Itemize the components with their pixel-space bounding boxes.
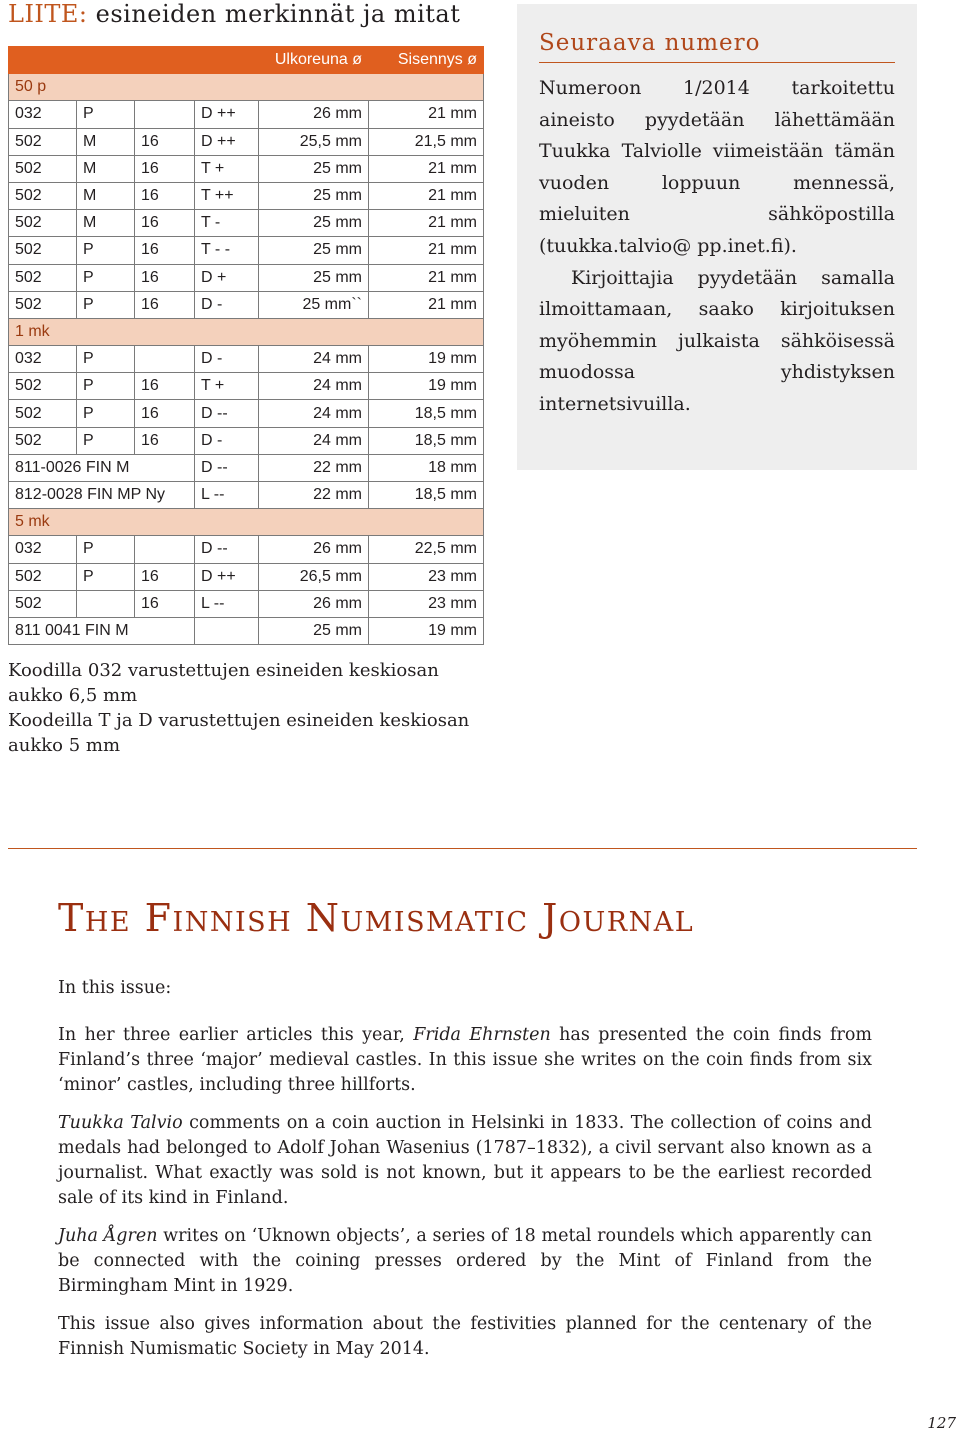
cell-inner-diameter: 21 mm <box>369 210 484 237</box>
table-row <box>9 210 484 237</box>
cell-inner-diameter: 21 mm <box>369 237 484 264</box>
cell-number: 16 <box>135 210 195 237</box>
cell-code: 502 <box>9 427 77 454</box>
cell-inner-diameter: 18,5 mm <box>369 400 484 427</box>
cell-outer-diameter: 25 mm <box>259 617 369 644</box>
cell-outer-diameter: 25 mm`` <box>259 291 369 318</box>
summary-text: This issue also gives information about the festivities planned for the centenary of the Finnish Numismatic Society in May 2014. <box>58 1314 872 1359</box>
table-section-row <box>9 509 484 536</box>
table-row <box>9 482 484 509</box>
cell-code: 812-0028 FIN MP Ny <box>9 482 195 509</box>
next-issue-paragraph-1: Numeroon 1/2014 tarkoitettu aineisto pyydetään lähettämään Tuukka Talviolle viimeistään tämän vuoden loppuun mennessä, mieluiten sähköpostilla (tuukka.talvio@ pp.inet.fi). <box>539 77 895 257</box>
cell-outer-diameter: 22 mm <box>259 482 369 509</box>
cell-type: D - <box>195 291 259 318</box>
cell-inner-diameter: 18,5 mm <box>369 427 484 454</box>
cell-type: D -- <box>195 536 259 563</box>
cell-type: D -- <box>195 400 259 427</box>
cell-outer-diameter: 24 mm <box>259 427 369 454</box>
journal-title: The Finnish Numismatic Journal <box>58 896 695 940</box>
cell-type: D ++ <box>195 101 259 128</box>
cell-code: 502 <box>9 210 77 237</box>
table-section-row <box>9 318 484 345</box>
cell-type: T + <box>195 155 259 182</box>
table-row <box>9 400 484 427</box>
cell-mark: P <box>77 291 135 318</box>
cell-mark: M <box>77 155 135 182</box>
cell-outer-diameter: 25 mm <box>259 237 369 264</box>
cell-mark: P <box>77 237 135 264</box>
cell-code: 502 <box>9 182 77 209</box>
cell-code: 032 <box>9 346 77 373</box>
summary-paragraph <box>58 1224 872 1299</box>
table-row <box>9 264 484 291</box>
table-row <box>9 237 484 264</box>
cell-inner-diameter: 21 mm <box>369 264 484 291</box>
table-notes <box>8 658 488 758</box>
cell-code: 811-0026 FIN M <box>9 454 195 481</box>
cell-outer-diameter: 25,5 mm <box>259 128 369 155</box>
author-name: Frida Ehrnsten <box>413 1025 551 1045</box>
cell-mark: P <box>77 563 135 590</box>
table-row <box>9 182 484 209</box>
cell-code: 811 0041 FIN M <box>9 617 195 644</box>
table-row <box>9 291 484 318</box>
cell-mark: P <box>77 373 135 400</box>
section-divider <box>8 848 917 849</box>
cell-type <box>195 617 259 644</box>
cell-code: 502 <box>9 563 77 590</box>
cell-mark: M <box>77 128 135 155</box>
summary-text: In her three earlier articles this year, <box>58 1025 414 1045</box>
markings-table <box>8 46 484 645</box>
summary-text: comments on a coin auction in Helsinki in 1833. The collection of coins and medals had belonged to Adolf Johan Wasenius (1787–1832), a civil servant also known as a journalist. What exactly was sold is not known, but it appears to be the earliest recorded sale of its kind in Finland. <box>58 1113 872 1208</box>
cell-code: 502 <box>9 373 77 400</box>
table-row <box>9 563 484 590</box>
cell-outer-diameter: 26 mm <box>259 101 369 128</box>
cell-inner-diameter: 22,5 mm <box>369 536 484 563</box>
cell-number: 16 <box>135 264 195 291</box>
summary-text: has presented the coin finds from Finland’s three ‘major’ medieval castles. In this issue she writes on the coin finds from six ‘minor’ castles, including three hillforts. <box>58 1025 872 1095</box>
cell-number: 16 <box>135 182 195 209</box>
cell-outer-diameter: 25 mm <box>259 155 369 182</box>
cell-number: 16 <box>135 128 195 155</box>
table-row <box>9 617 484 644</box>
table-row <box>9 454 484 481</box>
summary-paragraph <box>58 1111 872 1211</box>
cell-code: 032 <box>9 101 77 128</box>
cell-mark: P <box>77 536 135 563</box>
cell-type: D ++ <box>195 563 259 590</box>
cell-code: 502 <box>9 400 77 427</box>
cell-mark: P <box>77 101 135 128</box>
cell-outer-diameter: 26 mm <box>259 590 369 617</box>
cell-type: T ++ <box>195 182 259 209</box>
cell-number: 16 <box>135 427 195 454</box>
cell-outer-diameter: 25 mm <box>259 182 369 209</box>
cell-outer-diameter: 26,5 mm <box>259 563 369 590</box>
summary-paragraph <box>58 1312 872 1362</box>
cell-inner-diameter: 21 mm <box>369 101 484 128</box>
cell-code: 502 <box>9 291 77 318</box>
next-issue-box <box>517 4 917 470</box>
page-number: 127 <box>927 1414 956 1432</box>
cell-mark: P <box>77 427 135 454</box>
next-issue-heading: Seuraava numero <box>539 30 895 63</box>
table-row <box>9 346 484 373</box>
cell-type: T - - <box>195 237 259 264</box>
table-row <box>9 128 484 155</box>
cell-mark: P <box>77 400 135 427</box>
cell-outer-diameter: 25 mm <box>259 210 369 237</box>
header-inner-diameter: Sisennys ø <box>369 47 484 74</box>
cell-inner-diameter: 21 mm <box>369 291 484 318</box>
section-label: 5 mk <box>9 509 484 536</box>
cell-number <box>135 101 195 128</box>
cell-inner-diameter: 23 mm <box>369 563 484 590</box>
cell-inner-diameter: 21,5 mm <box>369 128 484 155</box>
author-name: Juha Ågren <box>58 1226 158 1246</box>
cell-type: L -- <box>195 590 259 617</box>
cell-type: D - <box>195 427 259 454</box>
table-row <box>9 590 484 617</box>
cell-outer-diameter: 22 mm <box>259 454 369 481</box>
cell-code: 502 <box>9 155 77 182</box>
header-outer-diameter: Ulkoreuna ø <box>259 47 369 74</box>
table-row <box>9 536 484 563</box>
cell-code: 032 <box>9 536 77 563</box>
cell-inner-diameter: 21 mm <box>369 182 484 209</box>
cell-inner-diameter: 18 mm <box>369 454 484 481</box>
author-name: Tuukka Talvio <box>58 1113 183 1133</box>
summary-intro: In this issue: <box>58 978 172 998</box>
cell-type: D -- <box>195 454 259 481</box>
cell-number: 16 <box>135 237 195 264</box>
markings-table-container <box>8 46 483 645</box>
cell-outer-diameter: 24 mm <box>259 346 369 373</box>
note-code-t-d: Koodeilla T ja D varustettujen esineiden keskiosan aukko 5 mm <box>8 710 470 756</box>
cell-number: 16 <box>135 373 195 400</box>
cell-code: 502 <box>9 264 77 291</box>
cell-inner-diameter: 19 mm <box>369 346 484 373</box>
cell-type: L -- <box>195 482 259 509</box>
cell-inner-diameter: 19 mm <box>369 617 484 644</box>
cell-outer-diameter: 24 mm <box>259 400 369 427</box>
table-section-row <box>9 74 484 101</box>
cell-type: T - <box>195 210 259 237</box>
table-row <box>9 155 484 182</box>
cell-outer-diameter: 25 mm <box>259 264 369 291</box>
cell-inner-diameter: 19 mm <box>369 373 484 400</box>
table-row <box>9 101 484 128</box>
cell-outer-diameter: 26 mm <box>259 536 369 563</box>
section-label: 1 mk <box>9 318 484 345</box>
table-row <box>9 373 484 400</box>
cell-mark <box>77 590 135 617</box>
next-issue-paragraph-2: Kirjoittajia pyydetään samalla ilmoittamaan, saako kirjoituksen myöhemmin julkaista sähköisessä muodossa yhdistyksen internetsivuilla. <box>539 266 895 415</box>
cell-number: 16 <box>135 155 195 182</box>
appendix-title-accent: LIITE: <box>8 0 88 28</box>
summary-paragraph <box>58 1023 872 1098</box>
table-row <box>9 427 484 454</box>
cell-code: 502 <box>9 590 77 617</box>
cell-mark: P <box>77 346 135 373</box>
cell-number: 16 <box>135 590 195 617</box>
cell-mark: M <box>77 210 135 237</box>
cell-code: 502 <box>9 237 77 264</box>
note-code-032: Koodilla 032 varustettujen esineiden keskiosan aukko 6,5 mm <box>8 660 439 706</box>
table-header-row <box>9 47 484 74</box>
section-label: 50 p <box>9 74 484 101</box>
cell-type: D + <box>195 264 259 291</box>
cell-type: D - <box>195 346 259 373</box>
cell-number: 16 <box>135 563 195 590</box>
cell-mark: M <box>77 182 135 209</box>
appendix-title-text: esineiden merkinnät ja mitat <box>87 0 461 28</box>
cell-outer-diameter: 24 mm <box>259 373 369 400</box>
cell-number: 16 <box>135 400 195 427</box>
cell-inner-diameter: 21 mm <box>369 155 484 182</box>
cell-number <box>135 536 195 563</box>
cell-number: 16 <box>135 291 195 318</box>
appendix-title <box>8 0 460 28</box>
cell-type: T + <box>195 373 259 400</box>
cell-mark: P <box>77 264 135 291</box>
summary-text: writes on ‘Uknown objects’, a series of 18 metal roundels which apparently can be connected with the coining presses ordered by the Mint of Finland from the Birmingham Mint in 1929. <box>58 1226 872 1296</box>
cell-inner-diameter: 23 mm <box>369 590 484 617</box>
table-body <box>9 74 484 645</box>
cell-type: D ++ <box>195 128 259 155</box>
cell-code: 502 <box>9 128 77 155</box>
cell-number <box>135 346 195 373</box>
cell-inner-diameter: 18,5 mm <box>369 482 484 509</box>
english-summary <box>58 976 872 1375</box>
